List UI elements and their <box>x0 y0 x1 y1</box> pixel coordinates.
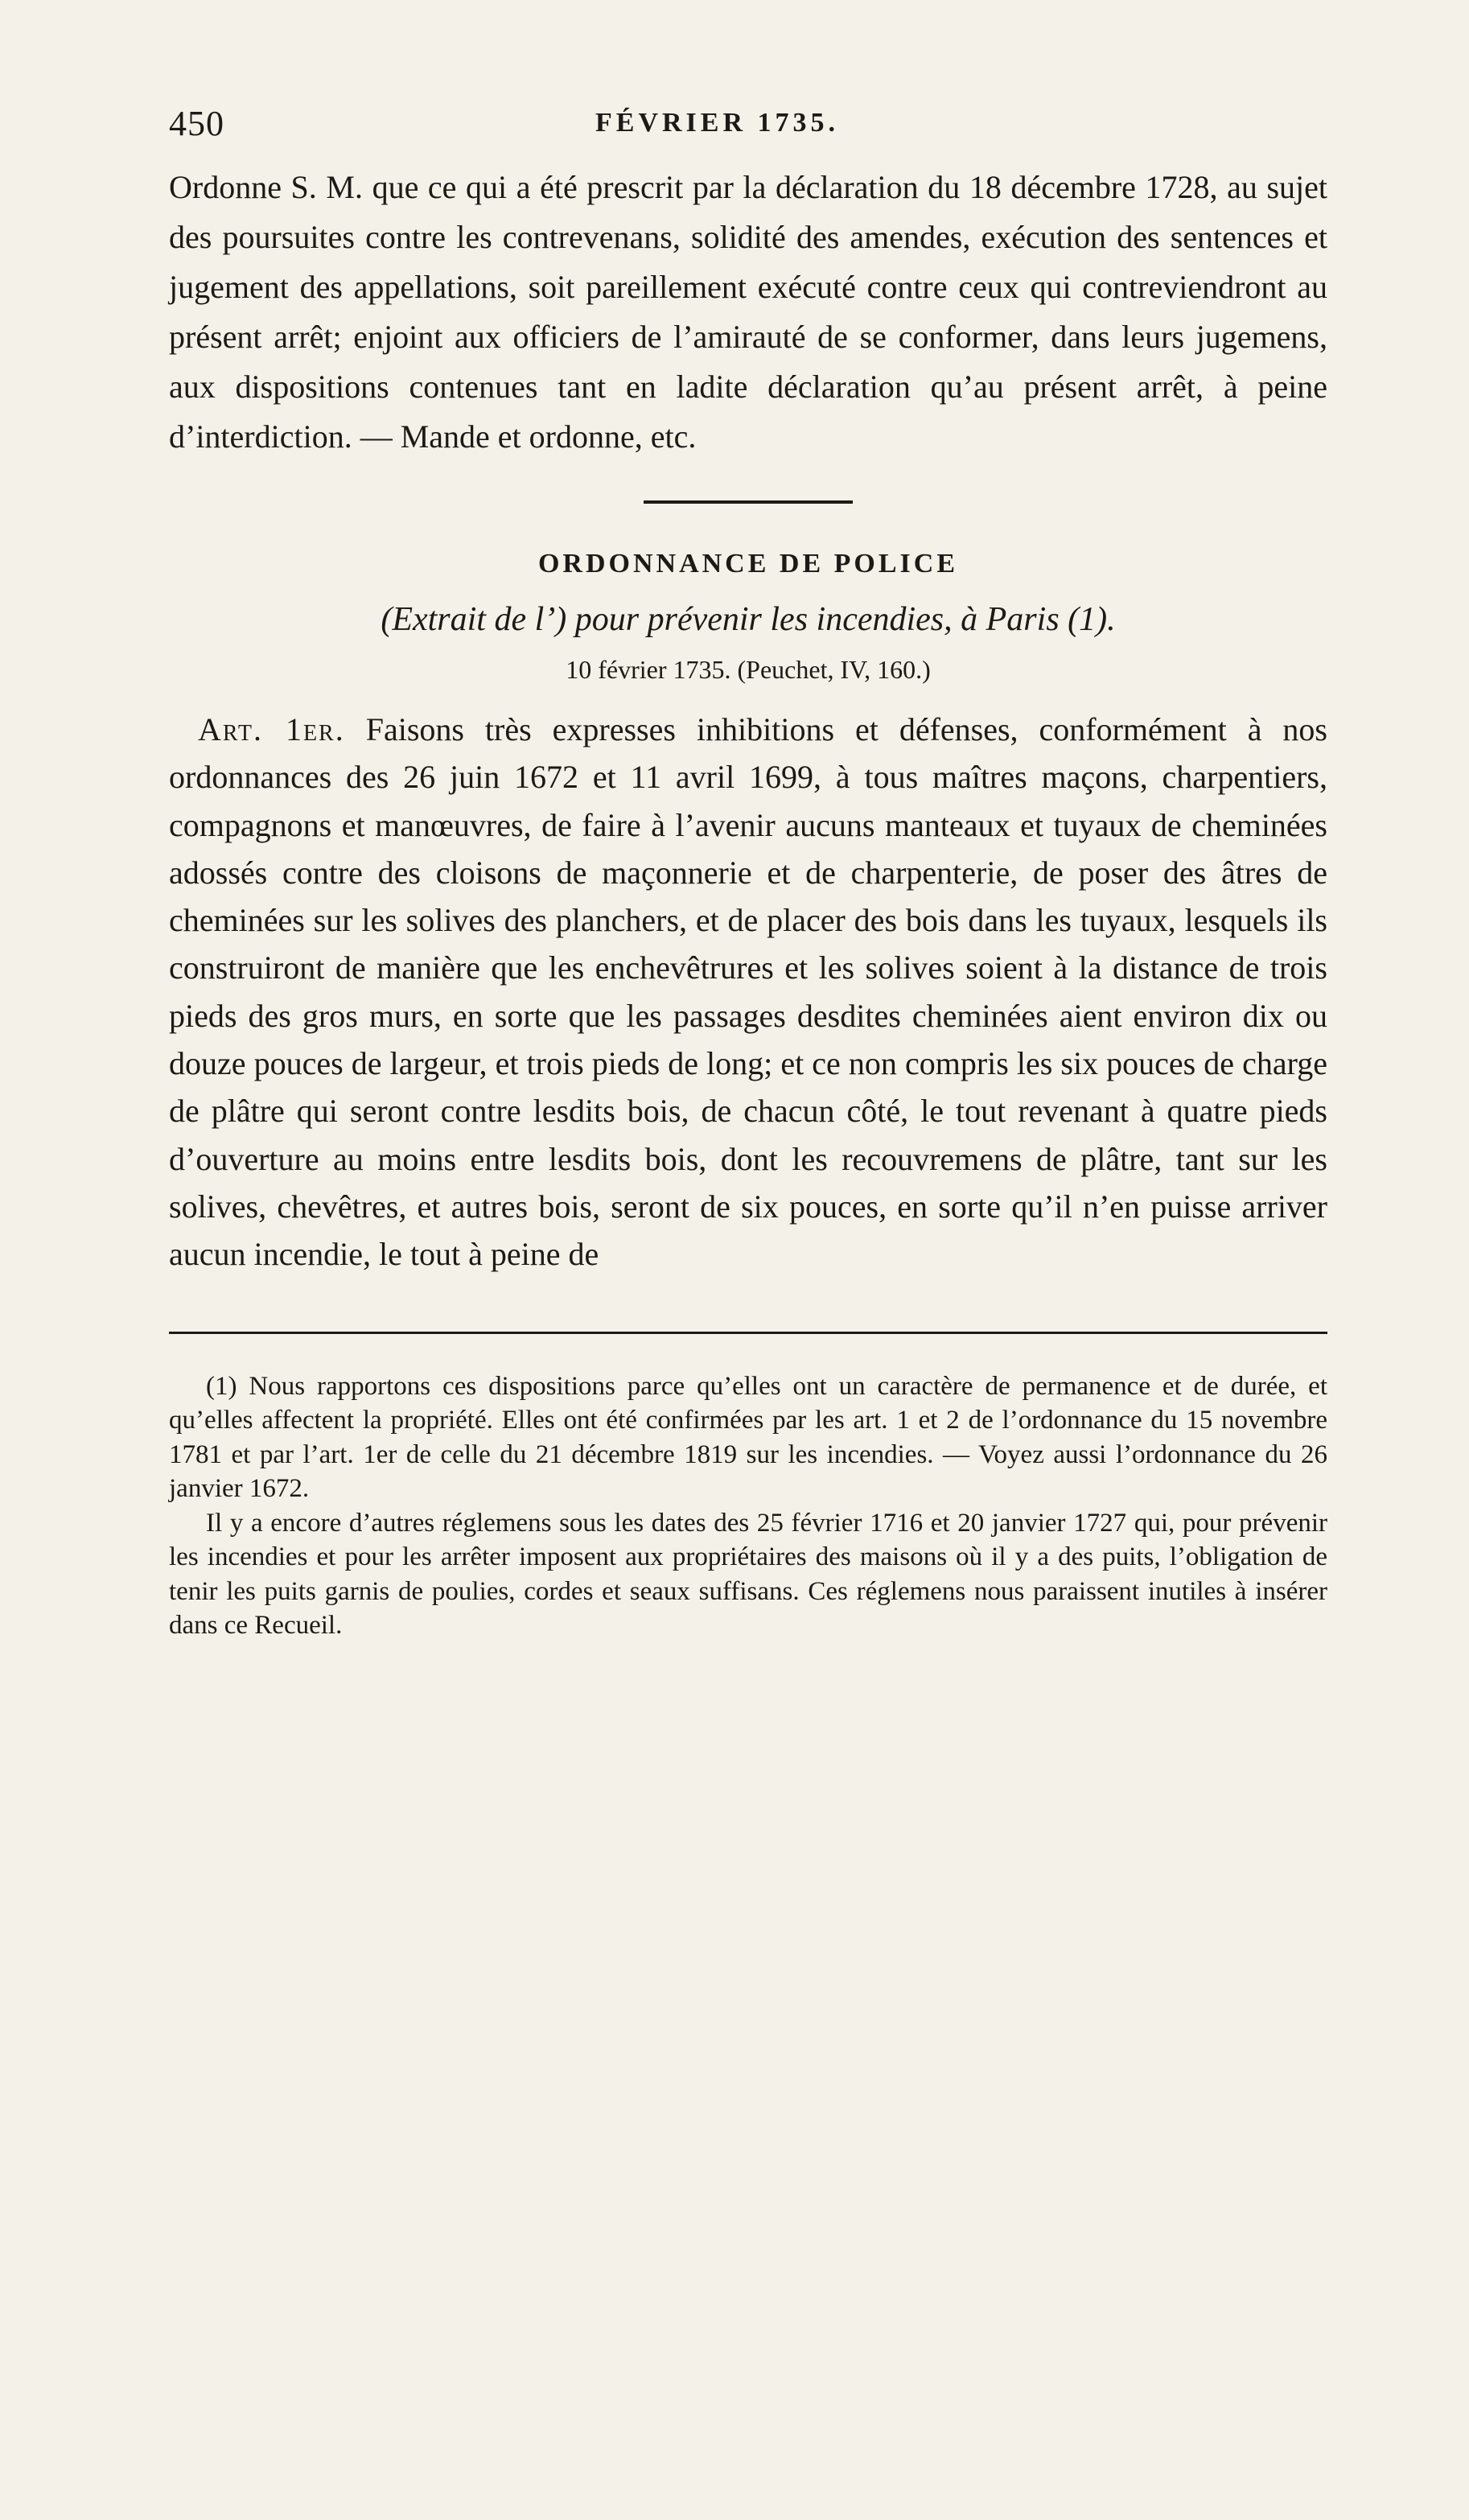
section-subtitle: (Extrait de l’) pour prévenir les incendies, à Paris (1). <box>381 601 1116 638</box>
article-label: Art. 1er. <box>198 711 345 747</box>
running-head <box>169 103 1327 150</box>
section-divider <box>644 500 853 504</box>
article-text: Faisons très expresses inhibitions et défenses, conformément à nos ordonnances des 26 juin 1672 et 11 avril 1699, à tous maîtres maçons, charpentiers, compagnons et manœuvres, de faire à l’avenir aucuns manteaux et tuyaux de cheminées adossés contre des cloisons de maçonnerie et de charpenterie, de poser des âtres de cheminées sur les solives des planchers, et de placer des bois dans les tuyaux, lesquels ils construiront de manière que les enchevêtrures et les solives soient à la distance de trois pieds des gros murs, en sorte que les passages desdites cheminées aient environ dix ou douze pouces de largeur, et trois pieds de long; et ce non compris les six pouces de charge de plâtre qui seront contre lesdits bois, de chacun côté, le tout revenant à quatre pieds d’ouverture au moins entre lesdits bois, dont les recouvremens de plâtre, tant sur les solives, chevêtres, et autres bois, seront de six pouces, en sorte qu’il n’en puisse arriver aucun incendie, le tout à peine de <box>169 711 1327 1273</box>
footnote-1-continued: Il y a encore d’autres réglemens sous les dates des 25 février 1716 et 20 janvier 1727 qui, pour prévenir les incendies et pour les arrêter imposent aux propriétaires des maisons où il y a des puits, l’obligation de tenir les puits garnis de poulies, cordes et seaux suffisans. Ces réglemens nous paraissent inutiles à insérer dans ce Recueil. <box>169 1508 1327 1641</box>
section-date-line: 10 février 1735. (Peuchet, IV, 160.) <box>566 655 931 684</box>
book-page <box>169 103 1327 1643</box>
footnote-1: (1) Nous rapportons ces dispositions parce qu’elles ont un caractère de permanence et de durée, et qu’elles affectent la propriété. Elles ont été confirmées par les art. 1 et 2 de l’ordonnance du 15 novembre 1781 et par l’art. 1er de celle du 21 décembre 1819 sur les incendies. — Voyez aussi l’ordonnance du 26 janvier 1672. <box>169 1371 1327 1504</box>
article-paragraph <box>169 706 1327 1279</box>
continuation-paragraph: Ordonne S. M. que ce qui a été prescrit par la déclaration du 18 décembre 1728, au sujet des poursuites contre les contrevenans, solidité des amendes, exécution des sentences et jugement des appellations, soit pareillement exécuté contre ceux qui contreviendront au présent arrêt; enjoint aux officiers de l’amirauté de se conformer, dans leurs jugemens, aux dispositions contenues tant en ladite déclaration qu’au présent arrêt, à peine d’interdiction. — Mande et ordonne, etc. <box>169 169 1327 455</box>
section-title: ORDONNANCE DE POLICE <box>537 549 959 579</box>
page-number: 450 <box>169 104 224 143</box>
running-title: FÉVRIER 1735. <box>595 108 840 138</box>
footnote-divider <box>169 1332 1327 1334</box>
